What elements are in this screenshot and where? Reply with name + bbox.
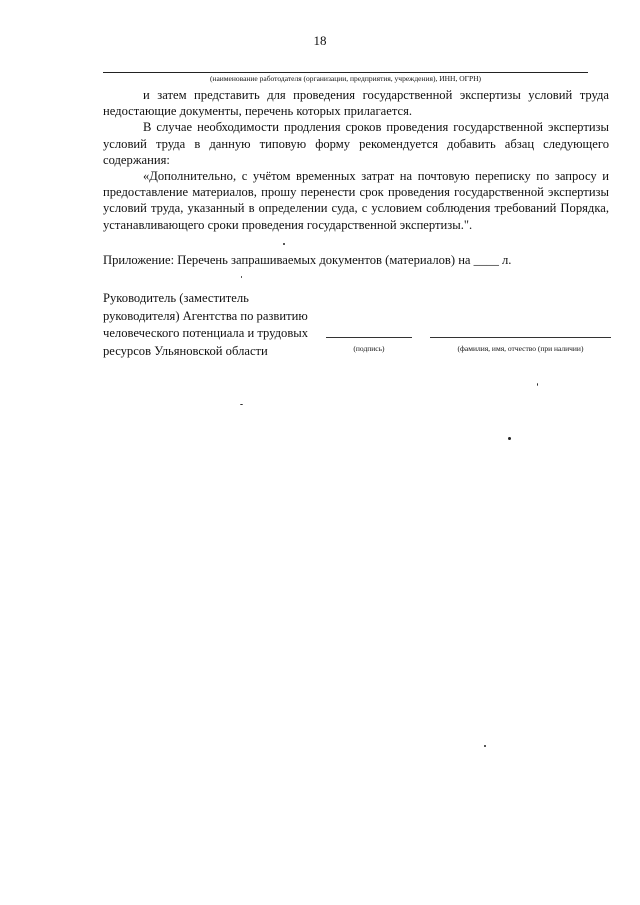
employer-caption: (наименование работодателя (организации, предприятия, учреждения), ИНН, ОГРН) xyxy=(209,74,482,83)
signer-line: руководителя) Агентства по развитию xyxy=(103,308,308,323)
scan-speck xyxy=(508,437,511,440)
paragraph-extension: В случае необходимости продления сроков проведения государственной экспертизы условий труда в данную типовую форму рекомендуется добавить абзац следующего содержания: xyxy=(103,120,609,167)
name-caption: (фамилия, имя, отчество (при наличии) xyxy=(457,344,584,353)
signature-caption: (подпись) xyxy=(353,344,385,353)
scan-speck xyxy=(484,745,486,747)
body-text xyxy=(103,87,609,233)
scan-speck xyxy=(240,404,243,405)
scan-speck xyxy=(283,243,285,245)
signature-line xyxy=(326,337,412,338)
signer-line: Руководитель (заместитель xyxy=(103,291,249,305)
page-number: 18 xyxy=(313,33,327,48)
signer-block xyxy=(103,290,333,360)
name-line xyxy=(430,337,611,338)
paragraph-quote: «Дополнительно, с учётом временных затрат на почтовую переписку по запросу и предоставление материалов, прошу перенести срок проведения государственной экспертизы условий труда, указанный в определении суда, с условием соблюдения требований Порядка, устанавливающего сроки проведения государственной экспертизы.". xyxy=(103,169,609,232)
scan-speck xyxy=(537,383,538,386)
scan-speck xyxy=(241,276,242,278)
employer-fill-line xyxy=(103,72,588,73)
appendix-line: Приложение: Перечень запрашиваемых документов (материалов) на ____ л. xyxy=(103,253,512,267)
paragraph-documents: и затем представить для проведения государственной экспертизы условий труда недостающие документы, перечень которых прилагается. xyxy=(103,88,609,119)
signer-line: ресурсов Ульяновской области xyxy=(103,343,268,358)
signer-line: человеческого потенциала и трудовых xyxy=(103,326,309,340)
